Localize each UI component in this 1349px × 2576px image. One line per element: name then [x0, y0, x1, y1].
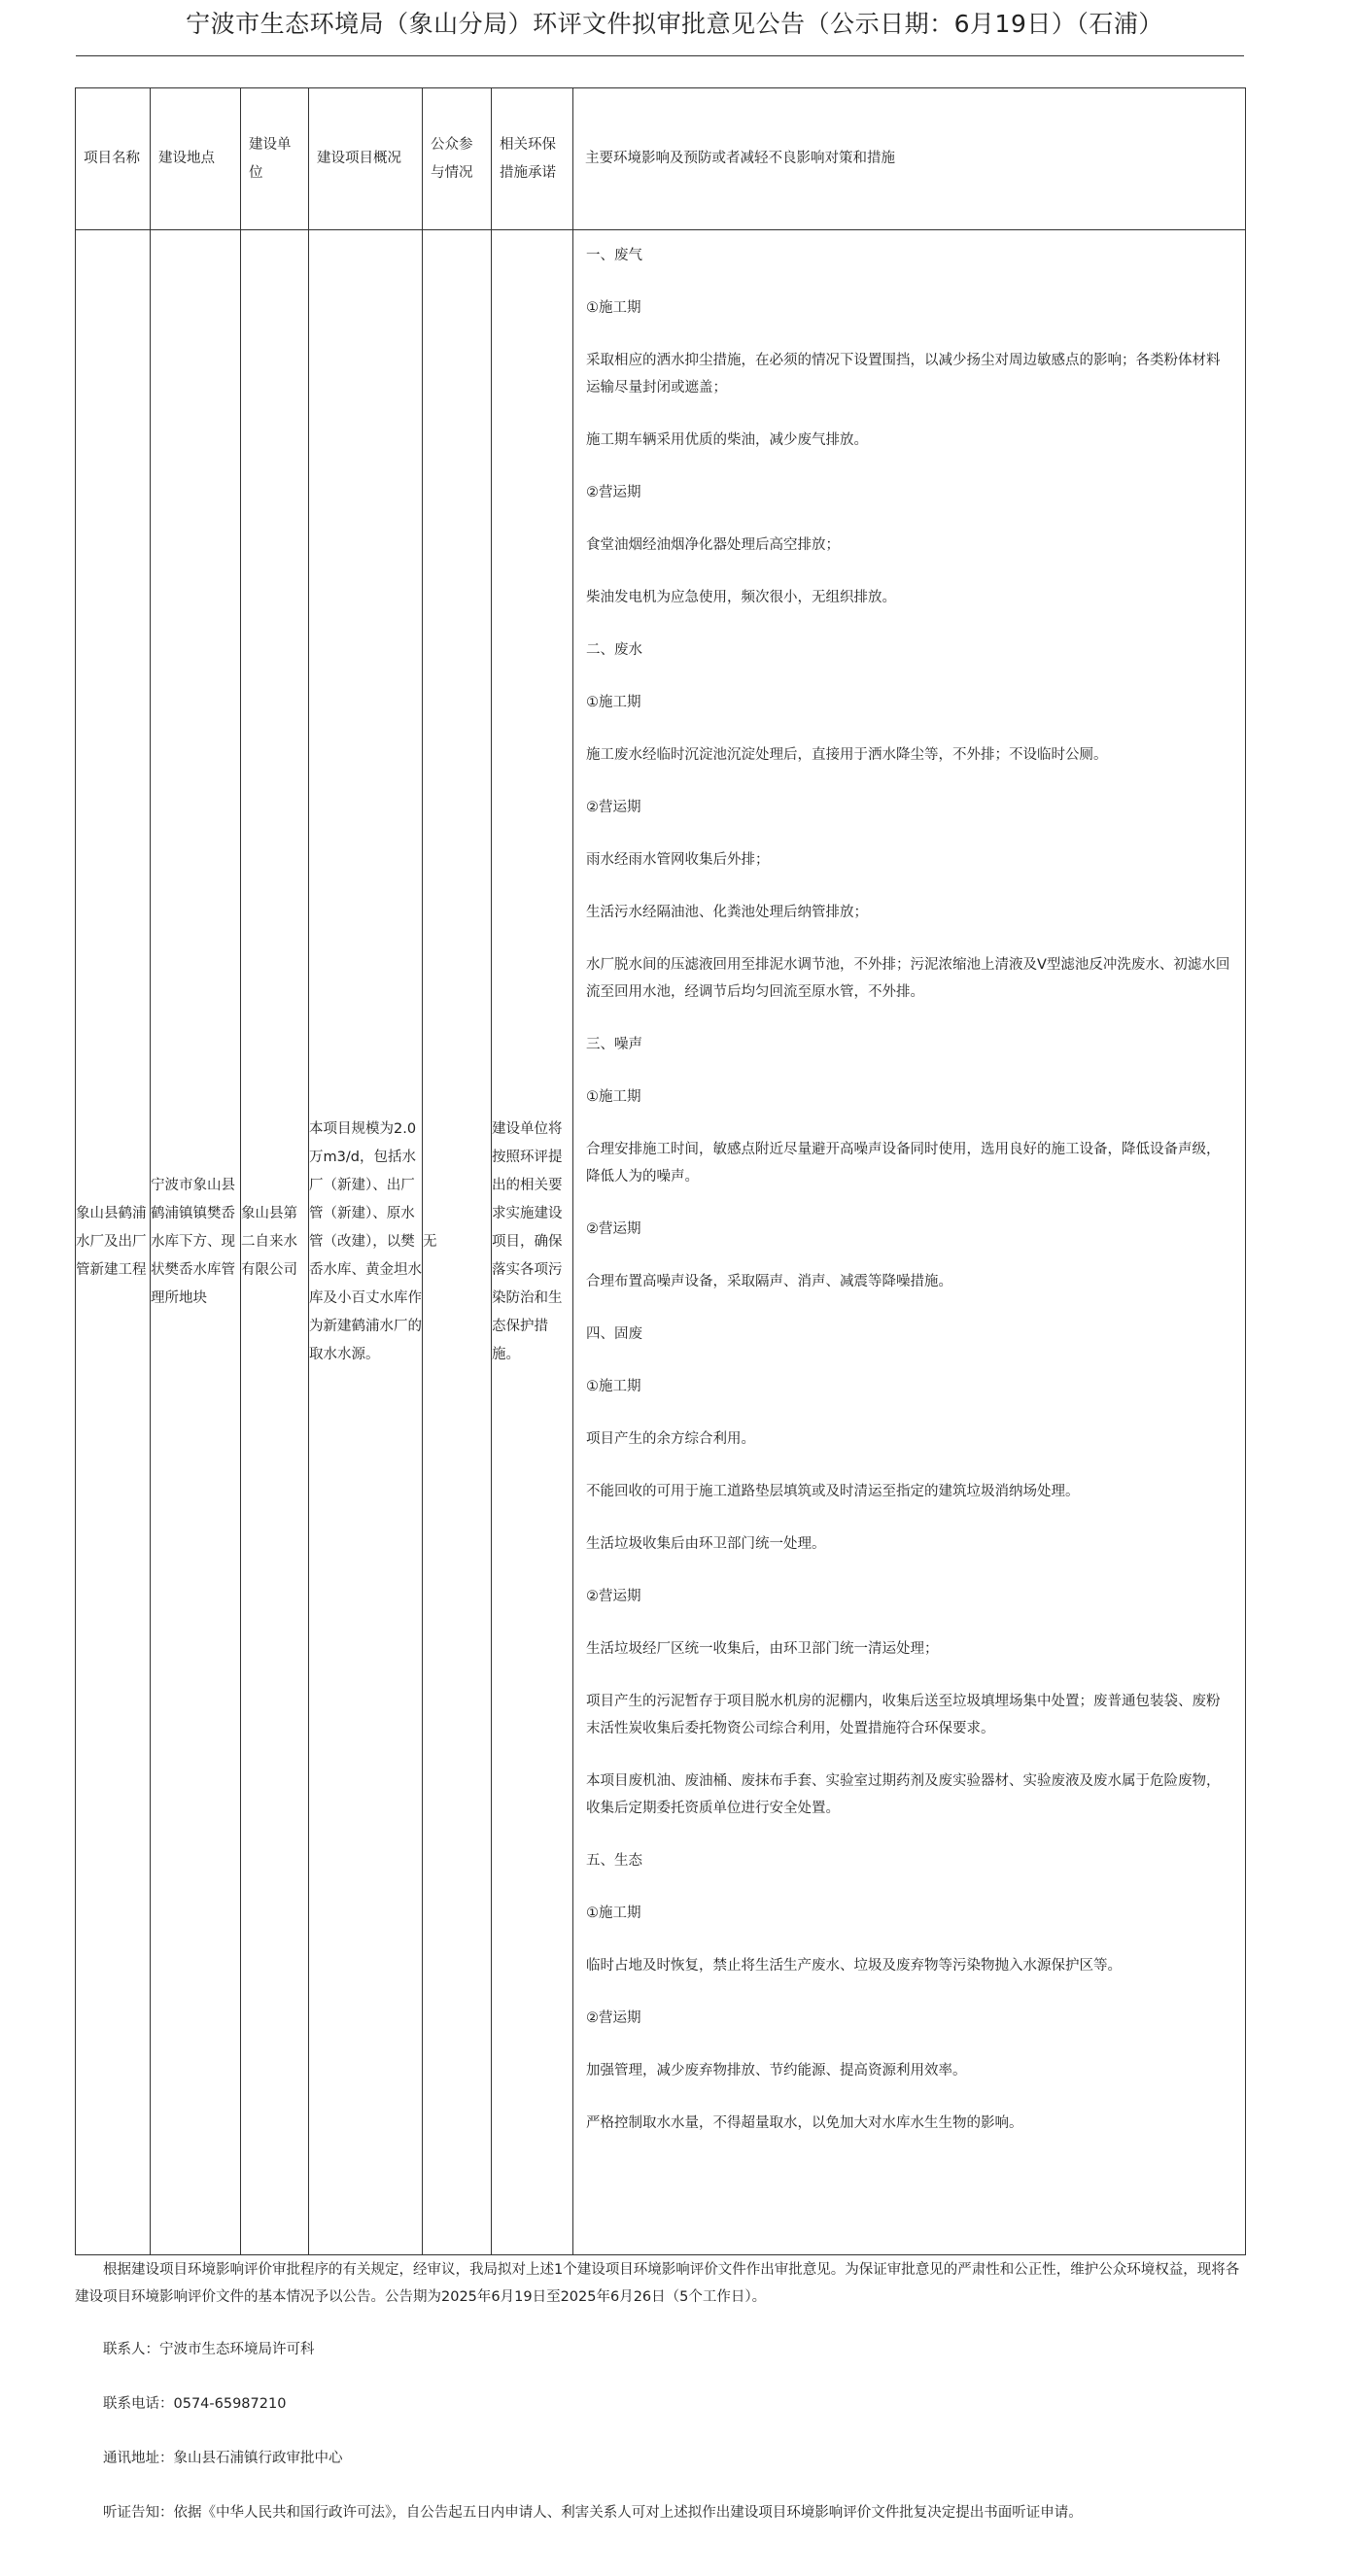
header-unit: 建设单位 [241, 88, 309, 230]
measure-line: ②营运期 [586, 2010, 641, 2026]
notice-footer [75, 2256, 1245, 2526]
measure-line: 合理安排施工时间，敏感点附近尽量避开高噪声设备同时使用，选用良好的施工设备，降低设备声级，降低人为的噪声。 [586, 1142, 1221, 1185]
measure-line: ①施工期 [586, 1089, 641, 1105]
header-location: 建设地点 [151, 88, 241, 230]
measure-line: 三、噪声 [586, 1037, 642, 1052]
measure-line: 柴油发电机为应急使用，频次很小，无组织排放。 [586, 590, 896, 605]
table-row [76, 230, 1246, 2255]
measure-line: 不能回收的可用于施工道路垫层填筑或及时清运至指定的建筑垃圾消纳场处理。 [586, 1484, 1080, 1499]
measure-line: 生活垃圾经厂区统一收集后，由环卫部门统一清运处理； [586, 1641, 939, 1657]
measure-line: ①施工期 [586, 1379, 641, 1394]
measures-list [586, 242, 1233, 2137]
approval-table [75, 87, 1246, 2255]
notice-intro: 根据建设项目环境影响评价审批程序的有关规定，经审议，我局拟对上述1个建设项目环境影响评价文件作出审批意见。为保证审批意见的严肃性和公正性，维护公众环境权益，现将各建设项目环境影响评价文件的基本情况予以公告。公告期为2025年6月19日至2025年6月26日（5个工作日）。 [75, 2262, 1240, 2305]
cell-unit: 象山县第二自来水有限公司 [241, 230, 309, 2255]
measure-line: 生活污水经隔油池、化粪池处理后纳管排放； [586, 905, 868, 920]
measure-line: ②营运期 [586, 485, 641, 500]
measure-line: 雨水经雨水管网收集后外排； [586, 852, 770, 868]
cell-public-participation: 无 [423, 230, 492, 2255]
measure-line: ②营运期 [586, 1221, 641, 1237]
measure-line: 生活垃圾收集后由环卫部门统一处理。 [586, 1536, 826, 1552]
header-measures: 主要环境影响及预防或者减轻不良影响对策和措施 [573, 88, 1246, 230]
table-header-row [76, 88, 1246, 230]
measure-line: 一、废气 [586, 248, 642, 263]
hearing-notice: 听证告知：依据《中华人民共和国行政许可法》，自公告起五日内申请人、利害关系人可对上述拟作出建设项目环境影响评价文件批复决定提出书面听证申请。 [103, 2505, 1083, 2521]
title-divider [76, 55, 1244, 56]
measure-line: ①施工期 [586, 300, 641, 316]
measure-line: 食堂油烟经油烟净化器处理后高空排放； [586, 537, 840, 553]
measure-line: ②营运期 [586, 1589, 641, 1604]
measure-line: ①施工期 [586, 1906, 641, 1921]
cell-overview: 本项目规模为2.0万m3/d，包括水厂（新建）、出厂管（新建）、原水管（改建），以樊岙水库、黄金坦水库及小百丈水库作为新建鹤浦水厂的取水水源。 [309, 230, 423, 2255]
measure-line: 二、废水 [586, 642, 642, 658]
measure-line: 四、固废 [586, 1326, 642, 1342]
measure-line: 严格控制取水水量，不得超量取水，以免加大对水库水生生物的影响。 [586, 2115, 1023, 2131]
header-commitment: 相关环保措施承诺 [492, 88, 573, 230]
measure-line: ①施工期 [586, 695, 641, 710]
measure-line: 施工期车辆采用优质的柴油，减少废气排放。 [586, 432, 868, 448]
cell-project-name: 象山县鹤浦水厂及出厂管新建工程 [76, 230, 151, 2255]
header-overview: 建设项目概况 [309, 88, 423, 230]
measure-line: 五、生态 [586, 1853, 642, 1869]
measure-line: 项目产生的余方综合利用。 [586, 1431, 755, 1447]
measure-line: ②营运期 [586, 800, 641, 815]
cell-commitment: 建设单位将按照环评提出的相关要求实施建设项目，确保落实各项污染防治和生态保护措施。 [492, 230, 573, 2255]
measure-line: 水厂脱水间的压滤液回用至排泥水调节池，不外排；污泥浓缩池上清液及V型滤池反冲洗废水、初滤水回流至回用水池，经调节后均匀回流至原水管，不外排。 [586, 957, 1230, 1000]
cell-location: 宁波市象山县鹤浦镇镇樊岙水库下方、现状樊岙水库管理所地块 [151, 230, 241, 2255]
measure-line: 项目产生的污泥暂存于项目脱水机房的泥棚内，收集后送至垃圾填埋场集中处置；废普通包装袋、废粉末活性炭收集后委托物资公司综合利用，处置措施符合环保要求。 [586, 1694, 1221, 1736]
cell-measures [573, 230, 1246, 2255]
page-title: 宁波市生态环境局（象山分局）环评文件拟审批意见公告（公示日期：6月19日）（石浦） [186, 10, 1163, 38]
contact-phone: 联系电话：0574-65987210 [103, 2396, 287, 2412]
header-public-participation: 公众参与情况 [423, 88, 492, 230]
measure-line: 加强管理，减少废弃物排放、节约能源、提高资源利用效率。 [586, 2063, 967, 2078]
measure-line: 合理布置高噪声设备，采取隔声、消声、减震等降噪措施。 [586, 1274, 952, 1289]
measure-line: 本项目废机油、废油桶、废抹布手套、实验室过期药剂及废实验器材、实验废液及废水属于危险废物，收集后定期委托资质单位进行安全处置。 [586, 1773, 1221, 1816]
measure-line: 施工废水经临时沉淀池沉淀处理后，直接用于洒水降尘等，不外排；不设临时公厕。 [586, 747, 1108, 763]
measure-line: 采取相应的洒水抑尘措施，在必须的情况下设置围挡，以减少扬尘对周边敏感点的影响；各类粉体材料运输尽量封闭或遮盖； [586, 353, 1221, 395]
mailing-address: 通讯地址：象山县石浦镇行政审批中心 [103, 2451, 343, 2466]
header-project-name: 项目名称 [76, 88, 151, 230]
measure-line: 临时占地及时恢复，禁止将生活生产废水、垃圾及废弃物等污染物抛入水源保护区等。 [586, 1958, 1122, 1974]
contact-person: 联系人：宁波市生态环境局许可科 [103, 2342, 315, 2357]
